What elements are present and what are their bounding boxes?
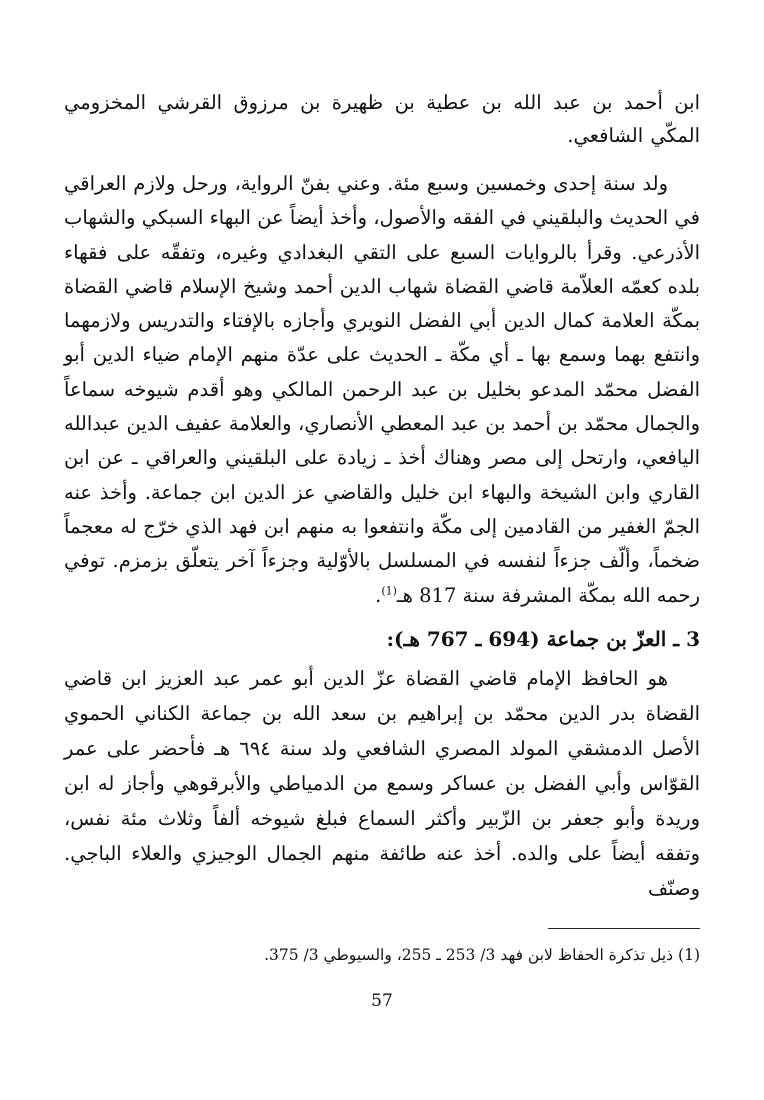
footnote-marker: (1) [678,946,700,964]
paragraph-biography [64,167,700,613]
footnote [64,942,700,968]
footnote-text: ذيل تذكرة الحفاظ لابن فهد 3/ 253 ـ 255، والسيوطي 3/ 375. [264,946,674,964]
paragraph-end-mark: . [375,583,382,607]
page-number: 57 [371,991,393,1011]
footnote-reference[interactable]: (1) [381,584,397,598]
footnote-divider [548,928,700,929]
paragraph-biography-text: ولد سنة إحدى وخمسين وسبع مئة. وعني بفنّ الرواية، ورحل ولازم العراقي في الحديث والبلقيني في الفقه والأصول، وأخذ أيضاً عن البهاء السبكي والشهاب الأذرعي. وقرأ بالروايات السبع على التقي البغدادي وغيره، وتفقّه على فقهاء بلده كعمّه العلاّمة قاضي القضاة شهاب الدين أحمد وشيخ الإسلام قاضي القضاة بمكّة العلامة كمال الدين أبي الفضل النويري وأجازه بالإفتاء والتدريس ولازمهما وانتفع بهما وسمع بها ـ أي مكّة ـ الحديث على عدّة منهم الإمام ضياء الدين أبو الفضل محمّد المدعو بخليل بن عبد الرحمن المالكي وهو أقدم شيوخه سماعاً والجمال محمّد بن أحمد بن عبد المعطي الأنصاري، والعلامة عفيف الدين عبدالله اليافعي، وارتحل إلى مصر وهناك أخذ ـ زيادة على البلقيني والعراقي ـ عن ابن القاري وابن الشيخة والبهاء ابن خليل والقاضي عز الدين ابن جماعة. وأخذ عنه الجمّ الغفير من القادمين إلى مكّة وانتفعوا به منهم ابن فهد الذي خرّج له معجماً ضخماً، وألّف جزءاً لنفسه في المسلسل بالأوّلية وجزءاً آخر يتعلّق بزمزم. توفي رحمه الله بمكّة المشرفة سنة 817 هـ [64,172,700,607]
section-heading: 3 ـ العزّ بن جماعة (694 ـ 767 هـ): [386,627,700,651]
paragraph-continuation: ابن أحمد بن عبد الله بن عطية بن ظهيرة بن مرزوق القرشي المخزومي المكّي الشافعي. [64,91,700,148]
paragraph-section: هو الحافظ الإمام قاضي القضاة عزّ الدين أبو عمر عبد العزيز ابن قاضي القضاة بدر الدين محمّد بن إبراهيم بن سعد الله بن جماعة الكناني الحموي الأصل الدمشقي المولد المصري الشافعي ولد سنة ٦٩٤ هـ فأحضر على عمر القوّاس وأبي الفضل بن عساكر وسمع من الدمياطي والأبرقوهي وأجاز له ابن وريدة وأبو جعفر بن الزّبير وأكثر السماع فبلغ شيوخه ألفاً وثلاث مئة نفس، وتفقه أيضاً على والده. أخذ عنه طائفة منهم الجمال الوجيزي والعلاء الباجي. وصنّف [64,667,700,900]
